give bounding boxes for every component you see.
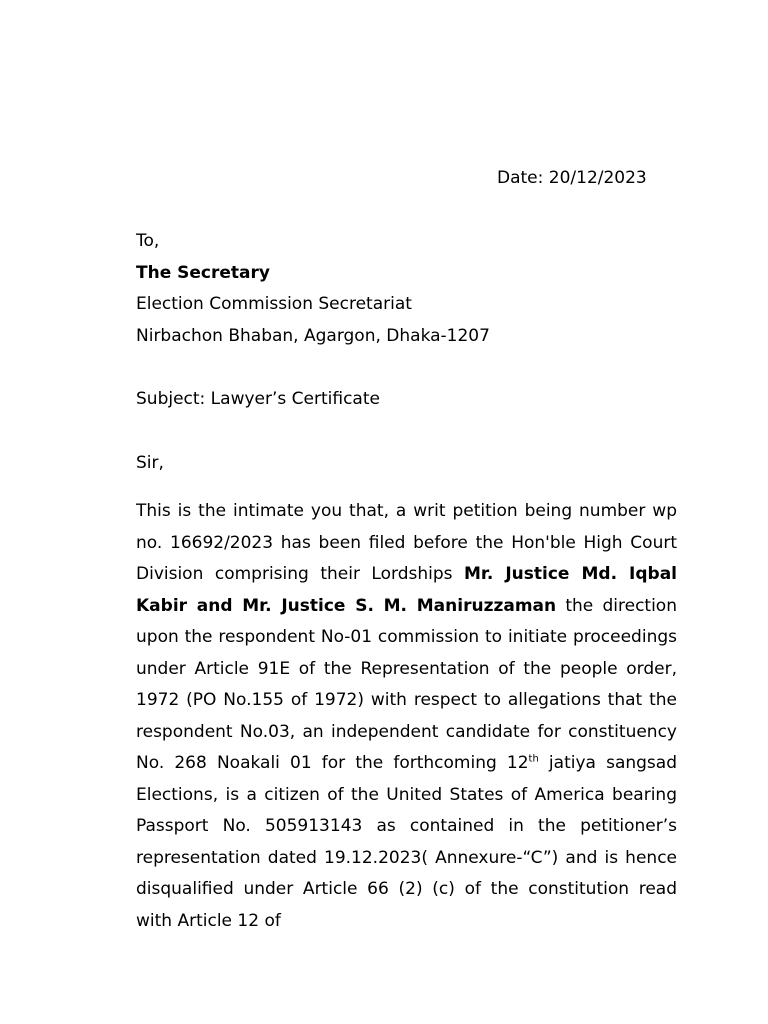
recipient-office: Election Commission Secretariat [136, 294, 412, 314]
body-paragraph [136, 496, 677, 937]
judges-names: Mr. Justice Md. Iqbal Kabir and Mr. Justice S. M. Maniruzzaman [136, 564, 678, 616]
recipient-address [136, 230, 490, 356]
recipient-title: The Secretary [136, 262, 270, 283]
letter-date: Date: 20/12/2023 [497, 168, 647, 188]
salutation: Sir, [136, 453, 164, 473]
recipient-address-line: Nirbachon Bhaban, Agargon, Dhaka-1207 [136, 325, 490, 346]
body-text-part2: the direction upon the respondent No-01 commission to initiate proceedings under Article 91E of the Representation of the people order, 1972 (PO No.155 of 1972) with respect to allegations that the respondent No.03, an independent candidate for constituency No. 268 Noakali 01 for the forthcoming 12 [136, 595, 677, 773]
subject-line: Subject: Lawyer’s Certificate [136, 389, 380, 409]
body-text-part3: jatiya sangsad Elections, is a citizen of the United States of America bearing Passport No. 505913143 as contained in the petitioner’s representation dated 19.12.2023( Annexure-“C”) and is hence disqualified under Article 66 (2) (c) of the constitution read with Article 12 of [136, 753, 677, 931]
to-line: To, [136, 231, 160, 251]
ordinal-superscript: th [528, 753, 539, 765]
body-text-part1: This is the intimate you that, a writ petition being number wp no. 16692/2023 has been filed before the Hon'ble High Court Division comprising their Lordships [136, 501, 677, 584]
